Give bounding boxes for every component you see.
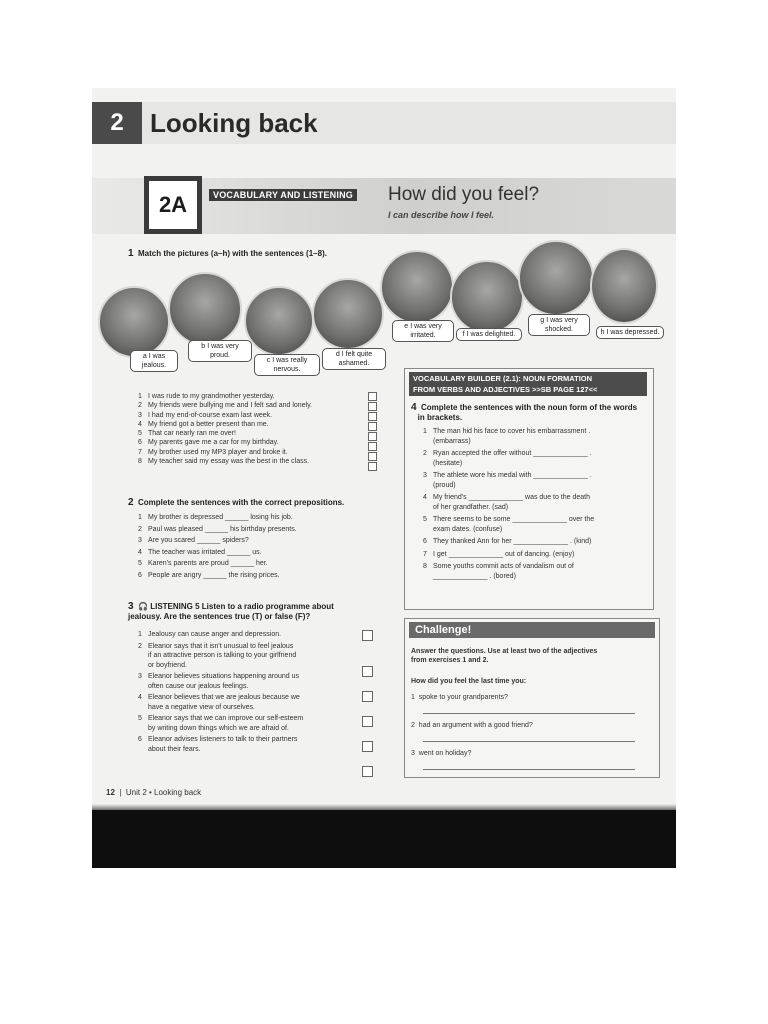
list-item: 6 They thanked Ann for her ______________ . (kind) [423,538,592,545]
tf-box-3[interactable] [362,691,373,702]
label-f: f I was delighted. [456,328,522,341]
ex2-heading: 2 Complete the sentences with the correct prepositions. [128,497,345,508]
lesson-subtitle: I can describe how I feel. [388,210,495,220]
ex1-instruction: Match the pictures (a–h) with the sentences (1–8). [138,249,327,258]
answer-box-3[interactable] [368,412,377,421]
label-c: c I was really nervous. [254,354,320,376]
lesson-tag: VOCABULARY AND LISTENING [209,189,357,201]
ex1-number: 1 [128,248,134,259]
ex4-list [423,427,649,581]
label-b: b I was very proud. [188,340,252,362]
list-item: 7 I get ______________ out of dancing. (enjoy) [423,550,575,558]
list-item: 8 My teacher said my essay was the best in the class. [138,458,310,466]
challenge-box [404,618,660,778]
list-item: 1 I was rude to my grandmother yesterday. [138,393,275,400]
challenge-item-2: 2 had an argument with a good friend? [411,722,533,729]
ex2-instruction: Complete the sentences with the correct prepositions. [138,498,345,507]
tf-box-2[interactable] [362,666,373,677]
list-item: 8 Some youths commit acts of vandalism out of ______________ . (bored) [423,563,574,580]
challenge-item-3: 3 went on holiday? [411,750,472,757]
ex3-instruction-b: jealousy. Are the sentences true (T) or false (F)? [128,612,311,621]
list-item: 4 Eleanor believes that we are jealous because we have a negative view of ourselves. [138,694,300,711]
label-a: a I was jealous. [130,350,178,372]
face-photo-g [518,240,594,316]
answer-box-2[interactable] [368,402,377,411]
footer-text: Unit 2 • Looking back [125,788,202,797]
list-item: 5 There seems to be some ______________ over the exam dates. (confuse) [423,516,595,533]
list-item: 7 My brother used my MP3 player and broke it. [138,448,288,456]
ex1-heading [128,249,327,259]
list-item: 4 The teacher was irritated ______ us. [138,548,262,556]
tf-box-4[interactable] [362,716,373,727]
list-item: 5 Karen's parents are proud ______ her. [138,560,268,567]
answer-line-3[interactable] [423,769,635,770]
list-item: 1 Jealousy can cause anger and depression. [138,631,282,638]
challenge-heading: Challenge! [409,622,655,638]
challenge-instruction: Answer the questions. Use at least two of the adjectives from exercises 1 and 2. [411,648,598,664]
ex3-sentence-list [138,630,368,754]
vocabulary-builder-heading: VOCABULARY BUILDER (2.1): NOUN FORMATION FROM VERBS AND ADJECTIVES >>SB PAGE 127<< [409,372,647,396]
answer-box-4[interactable] [368,422,377,431]
answer-box-7[interactable] [368,452,377,461]
face-photo-a [98,286,170,358]
ex2-sentence-list [138,512,368,581]
workbook-page [92,88,676,868]
tf-box-1[interactable] [362,630,373,641]
ex1-sentence-list [138,392,368,466]
list-item: 5 Eleanor says that we can improve our self-esteem by writing down things which we are afraid of. [138,715,304,732]
scan-dark-edge [92,810,676,868]
challenge-prompt: How did you feel the last time you: [411,678,527,685]
headphones-icon: 🎧 [138,602,148,611]
face-photo-b [168,272,242,346]
label-h: h I was depressed. [596,326,664,339]
list-item: 2 My friends were bullying me and I felt sad and lonely. [138,402,313,410]
list-item: 4 My friend's ______________ was due to the death of her grandfather. (sad) [423,494,591,511]
challenge-item-1: 1 spoke to your grandparents? [411,694,508,701]
label-g: g I was very shocked. [528,314,590,336]
ex4-heading: 4 Complete the sentences with the noun form of the words in brackets. [411,402,638,422]
list-item: 6 People are angry ______ the rising prices. [138,571,280,579]
answer-box-5[interactable] [368,432,377,441]
face-photo-d [312,278,384,350]
lesson-code: 2A [144,176,202,234]
label-e: e I was very irritated. [392,320,454,342]
answer-line-1[interactable] [423,713,635,714]
unit-number: 2 [92,102,142,144]
lesson-title: How did you feel? [388,184,540,205]
answer-line-2[interactable] [423,741,635,742]
list-item: 3 The athlete wore his medal with ______________ . (proud) [423,472,592,489]
list-item: 2 Eleanor says that it isn't unusual to feel jealous if an attractive person is talking to your girlfriend or boyfriend. [138,642,297,669]
unit-title: Looking back [150,108,318,138]
answer-box-1[interactable] [368,392,377,401]
page-footer: 12 | Unit 2 • Looking back [106,788,202,797]
list-item: 1 The man hid his face to cover his embarrassment . (embarrass) [423,428,591,445]
list-item: 6 My parents gave me a car for my birthday. [138,439,279,447]
face-photo-h [590,248,658,324]
face-photo-e [380,250,454,324]
list-item: 3 Eleanor believes situations happening around us often cause our jealous feelings. [138,673,299,690]
list-item: 3 Are you scared ______ spiders? [138,537,249,544]
face-photo-c [244,286,314,356]
list-item: 1 My brother is depressed ______ losing his job. [138,514,293,521]
list-item: 5 That car nearly ran me over! [138,430,236,438]
face-photo-f [450,260,524,334]
list-item: 2 Paul was pleased ______ his birthday presents. [138,525,297,533]
tf-box-6[interactable] [362,766,373,777]
tf-box-5[interactable] [362,741,373,752]
label-d: d I felt quite ashamed. [322,348,386,370]
answer-box-6[interactable] [368,442,377,451]
answer-box-8[interactable] [368,462,377,471]
vocabulary-builder-box [404,368,654,610]
ex3-heading: 3 🎧 LISTENING 5 Listen to a radio programme about jealousy. Are the sentences true (T) or false (F)? [128,601,334,621]
list-item: 4 My friend got a better present than me. [138,420,269,428]
ex3-instruction-a: LISTENING 5 Listen to a radio programme about [150,602,334,611]
list-item: 2 Ryan accepted the offer without ______________ . (hesitate) [423,450,592,467]
list-item: 3 I had my end-of-course exam last week. [138,411,273,419]
page-number: 12 [106,788,115,797]
list-item: 6 Eleanor advises listeners to talk to their partners about their fears. [138,736,298,753]
